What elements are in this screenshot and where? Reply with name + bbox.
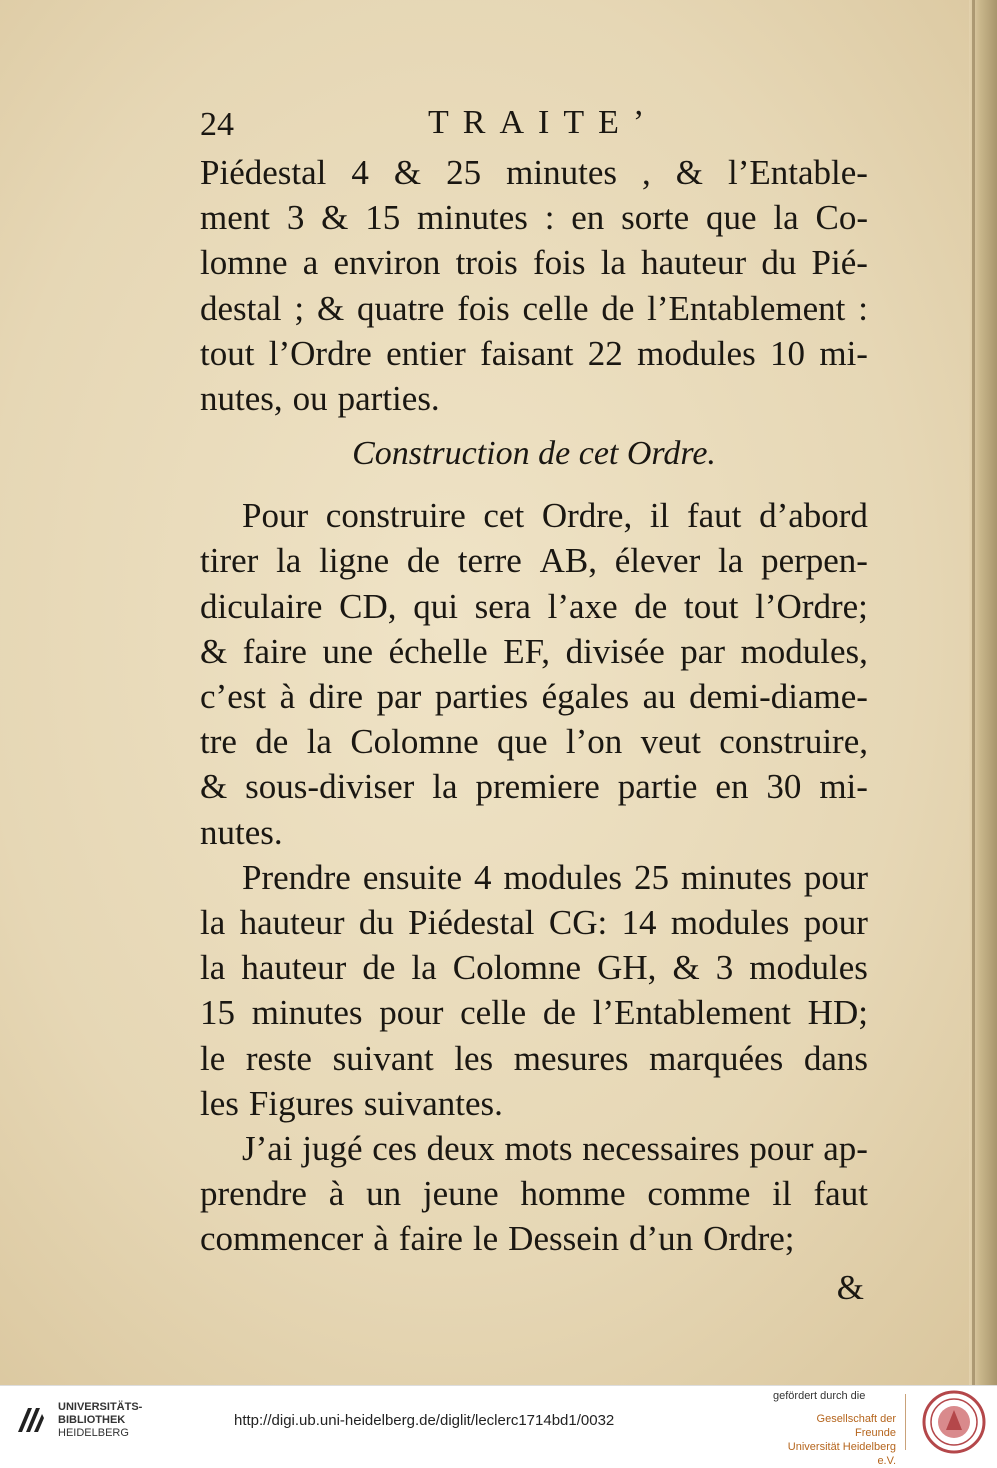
- word: jeune: [422, 1174, 499, 1214]
- word: faut: [813, 1174, 868, 1214]
- word: CD,: [339, 586, 397, 626]
- word: J’ai: [242, 1129, 293, 1169]
- word: à: [328, 1174, 345, 1214]
- book-spine-shadow: [972, 0, 975, 1385]
- word: la: [600, 243, 626, 283]
- word: comme: [647, 1174, 751, 1214]
- word: 10: [770, 333, 806, 373]
- page-number: 24: [200, 106, 234, 143]
- paragraph-1: [200, 150, 868, 421]
- word: au: [642, 677, 676, 717]
- word: premiere: [475, 767, 600, 807]
- section-heading: Construction de cet Ordre.: [352, 435, 716, 473]
- text-line: [200, 331, 868, 376]
- word: du: [761, 243, 797, 283]
- word: pour: [749, 1129, 814, 1169]
- permalink-url[interactable]: http://digi.ub.uni-heidelberg.de/diglit/leclerc1714bd1/0032: [234, 1412, 615, 1429]
- word: égales: [541, 677, 630, 717]
- word: dans: [803, 1038, 868, 1078]
- text-line: [200, 674, 868, 719]
- word: du: [358, 903, 394, 943]
- word: fois: [457, 288, 510, 328]
- word: pour: [803, 903, 868, 943]
- paragraph-3: [200, 855, 868, 1126]
- word: minutes: [251, 993, 363, 1033]
- word: Pié-: [811, 243, 868, 283]
- word: qui: [413, 586, 458, 626]
- word: la: [432, 767, 458, 807]
- word: &: [675, 153, 704, 192]
- word: il: [772, 1174, 792, 1214]
- word: Colomne: [452, 948, 582, 988]
- word: la: [718, 541, 744, 581]
- paragraph-4: [200, 1126, 868, 1262]
- word: suivant: [332, 1038, 434, 1078]
- word: hauteur: [239, 903, 345, 943]
- word: l’on: [565, 722, 623, 762]
- word: :: [544, 198, 555, 238]
- word: destal: [200, 288, 282, 328]
- text-line: [200, 376, 868, 421]
- word: sous-diviser: [245, 767, 415, 807]
- text-line: [200, 493, 868, 538]
- word: modules: [749, 948, 868, 988]
- library-name-line-2: BIBLIOTHEK: [58, 1414, 126, 1426]
- word: l’Ordre;: [755, 586, 868, 626]
- word: ces: [372, 1129, 417, 1169]
- word: environ: [333, 243, 441, 283]
- word: construire: [325, 496, 466, 536]
- word: CG:: [548, 903, 608, 943]
- word: l’Entablement: [647, 288, 846, 328]
- word: de: [255, 722, 289, 762]
- word: GH,: [597, 948, 657, 988]
- university-seal-icon: [922, 1390, 986, 1454]
- word: :: [858, 288, 868, 328]
- word: homme: [520, 1174, 626, 1214]
- word: nutes,: [200, 379, 283, 419]
- word: commencer: [200, 1219, 364, 1259]
- word: une: [322, 631, 374, 671]
- word: modules,: [740, 631, 868, 671]
- catchword: &: [836, 1267, 864, 1307]
- text-line: [200, 719, 868, 764]
- sponsor-name-line-1: Gesellschaft der Freunde: [816, 1413, 896, 1439]
- word: prendre: [200, 1174, 307, 1214]
- word: fois: [533, 243, 586, 283]
- word: ou: [292, 379, 328, 419]
- word: d’un: [628, 1219, 694, 1259]
- word: un: [366, 1174, 402, 1214]
- word: Colomne: [350, 722, 479, 762]
- word: Piédestal: [200, 153, 327, 192]
- word: ap-: [823, 1129, 868, 1169]
- word: lomne: [200, 243, 288, 283]
- sponsor-name-line-2: Universität Heidelberg e.V.: [787, 1441, 896, 1467]
- paragraph-2: [200, 493, 868, 855]
- word: de: [542, 993, 576, 1033]
- word: celle: [460, 993, 527, 1033]
- word: Ordre,: [541, 496, 633, 536]
- word: 22: [587, 333, 623, 373]
- word: en: [715, 767, 749, 807]
- text-line: [200, 855, 868, 900]
- word: hauteur: [241, 948, 347, 988]
- word: ligne: [319, 541, 390, 581]
- word: faut: [686, 496, 742, 536]
- word: le: [472, 1219, 499, 1259]
- word: tirer: [200, 541, 259, 581]
- word: jugé: [302, 1129, 363, 1169]
- word: à: [279, 677, 296, 717]
- word: la: [411, 948, 437, 988]
- word: faire: [398, 1219, 463, 1259]
- text-line: [200, 1216, 868, 1261]
- word: necessaires: [582, 1129, 740, 1169]
- word: &: [672, 948, 700, 988]
- text-line: [200, 1081, 868, 1126]
- word: il: [649, 496, 670, 536]
- word: que: [706, 198, 757, 238]
- word: que: [497, 722, 548, 762]
- word: hauteur: [641, 243, 747, 283]
- word: de: [634, 586, 668, 626]
- word: EF,: [503, 631, 551, 671]
- text-line: [200, 764, 868, 809]
- text-line: [200, 990, 868, 1035]
- word: c’est: [200, 677, 267, 717]
- word: faisant: [480, 333, 574, 373]
- word: sorte: [621, 198, 690, 238]
- word: de: [601, 288, 635, 328]
- word: construire,: [719, 722, 868, 762]
- word: 15: [200, 993, 235, 1033]
- text-line: [200, 584, 868, 629]
- word: suivantes.: [363, 1083, 503, 1123]
- word: trois: [455, 243, 518, 283]
- text-line: [200, 629, 868, 674]
- word: la: [200, 903, 226, 943]
- word: deux: [426, 1129, 495, 1169]
- word: &: [200, 631, 228, 671]
- text-block: [200, 100, 868, 1314]
- word: quatre: [356, 288, 445, 328]
- word: a: [302, 243, 319, 283]
- word: AB,: [539, 541, 597, 581]
- word: partie: [617, 767, 698, 807]
- footer-divider: [905, 1394, 906, 1450]
- viewer-footer: [0, 1385, 997, 1467]
- text-line: [200, 810, 868, 855]
- word: 25: [634, 857, 670, 897]
- word: mi-: [819, 333, 868, 373]
- word: la: [773, 198, 799, 238]
- word: demi-diame-: [689, 677, 868, 717]
- library-logo-icon: [12, 1402, 48, 1438]
- word: à: [373, 1219, 389, 1259]
- text-line: [200, 1036, 868, 1081]
- word: 15: [365, 198, 401, 238]
- word: ;: [294, 288, 305, 328]
- library-name-line-1: UNIVERSITÄTS-: [58, 1401, 143, 1413]
- word: 3: [715, 948, 734, 988]
- word: marquées: [649, 1038, 784, 1078]
- word: Piédestal: [408, 903, 535, 943]
- word: HD;: [807, 993, 868, 1033]
- word: modules: [670, 903, 790, 943]
- word: tre: [200, 722, 237, 762]
- word: la: [276, 541, 302, 581]
- word: veut: [640, 722, 701, 762]
- text-line: [200, 538, 868, 583]
- word: 4: [473, 857, 492, 897]
- word: &: [316, 288, 345, 328]
- word: élever: [614, 541, 701, 581]
- text-line: [200, 240, 868, 285]
- word: par: [376, 677, 422, 717]
- word: celle: [522, 288, 589, 328]
- word: &: [200, 767, 228, 807]
- word: en: [571, 198, 605, 238]
- word: 30: [766, 767, 802, 807]
- word: Dessein: [508, 1219, 619, 1259]
- word: mots: [504, 1129, 573, 1169]
- text-line: [200, 195, 868, 240]
- word: tout: [200, 333, 255, 373]
- word: 14: [621, 903, 657, 943]
- word: les: [454, 1038, 494, 1078]
- word: par: [680, 631, 725, 671]
- word: ment: [200, 198, 270, 238]
- library-name-line-3: HEIDELBERG: [58, 1427, 129, 1439]
- word: terre: [457, 541, 522, 581]
- text-line: [200, 1126, 868, 1171]
- word: dire: [308, 677, 364, 717]
- word: Co-: [815, 198, 868, 238]
- word: l’Ordre: [268, 333, 372, 373]
- word: ensuite: [362, 857, 462, 897]
- word: minutes: [417, 198, 528, 238]
- word: l’axe: [547, 586, 618, 626]
- running-title: TRAITE’: [428, 104, 659, 141]
- word: minutes: [506, 153, 617, 192]
- word: mi-: [819, 767, 868, 807]
- word: cet: [483, 496, 525, 536]
- word: les: [200, 1083, 239, 1123]
- text-line: [200, 150, 868, 195]
- word: Figures: [248, 1083, 354, 1123]
- word: parties: [434, 677, 529, 717]
- word: parties.: [337, 379, 440, 419]
- word: diculaire: [200, 586, 323, 626]
- word: 3: [286, 198, 305, 238]
- word: pour: [803, 857, 868, 897]
- library-name: [58, 1401, 142, 1440]
- text-line: [200, 945, 868, 990]
- word: 4: [351, 153, 369, 192]
- word: pour: [379, 993, 444, 1033]
- word: nutes.: [200, 812, 283, 852]
- text-line: [200, 286, 868, 331]
- sponsor-label: gefördert durch die: [773, 1390, 866, 1402]
- page-header: [200, 100, 868, 150]
- word: 25: [446, 153, 482, 192]
- word: sera: [474, 586, 531, 626]
- word: mesures: [513, 1038, 629, 1078]
- word: de: [362, 948, 396, 988]
- word: la: [306, 722, 332, 762]
- sponsor-name: [778, 1412, 896, 1468]
- word: Pour: [242, 496, 309, 536]
- word: échelle: [388, 631, 488, 671]
- word: divisée: [565, 631, 665, 671]
- word: modules: [637, 333, 756, 373]
- word: l’Entable-: [728, 153, 868, 192]
- word: perpen-: [761, 541, 868, 581]
- word: d’abord: [759, 496, 868, 536]
- text-line: [200, 900, 868, 945]
- word: modules: [503, 857, 623, 897]
- word: ,: [642, 153, 651, 192]
- word: de: [406, 541, 440, 581]
- word: &: [393, 153, 422, 192]
- word: minutes: [681, 857, 792, 897]
- word: faire: [242, 631, 307, 671]
- text-line: [200, 1171, 868, 1216]
- word: &: [321, 198, 349, 238]
- word: la: [200, 948, 226, 988]
- word: tout: [684, 586, 739, 626]
- word: entier: [386, 333, 466, 373]
- word: Ordre;: [703, 1219, 795, 1259]
- word: reste: [245, 1038, 312, 1078]
- word: le: [200, 1038, 226, 1078]
- word: l’Entablement: [592, 993, 791, 1033]
- word: Prendre: [242, 857, 351, 897]
